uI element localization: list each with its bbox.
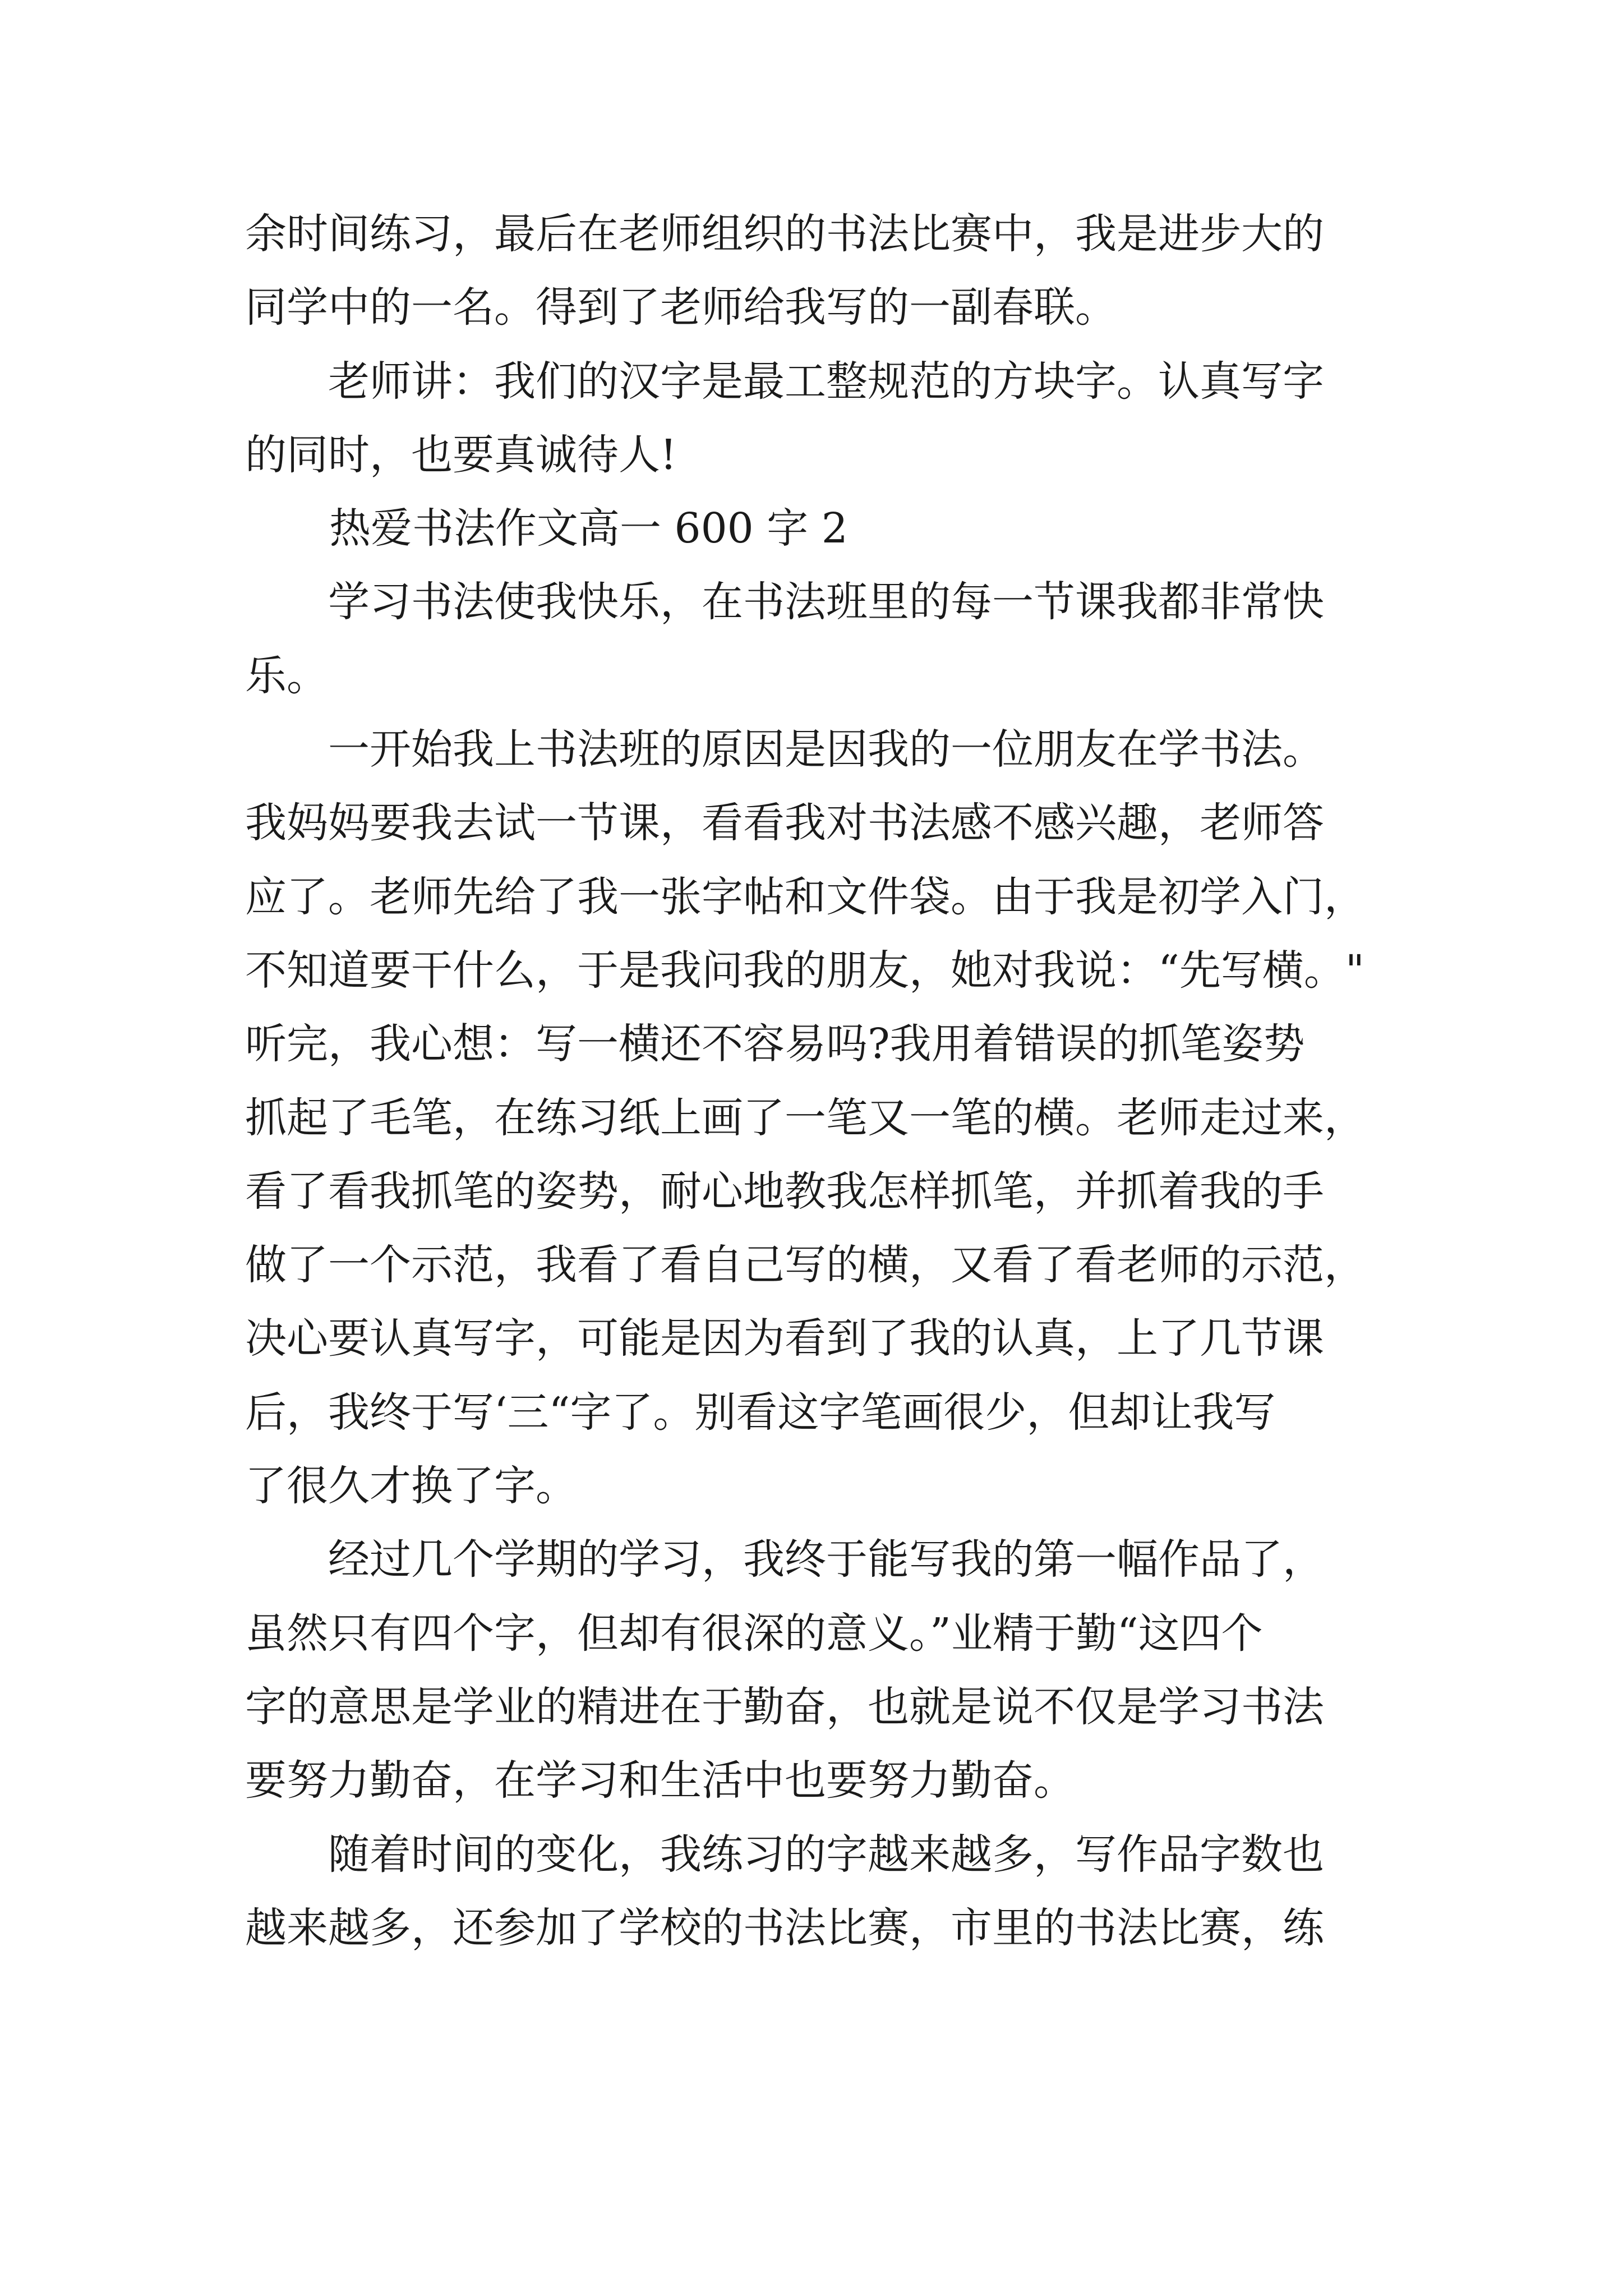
text-line: 应了。老师先给了我一张字帖和文件袋。由于我是初学入门， [245, 872, 1366, 921]
text-line: 了很久才换了字。 [245, 1462, 577, 1511]
text-line: 字的意思是学业的精进在于勤奋，也就是说不仅是学习书法 [245, 1682, 1324, 1731]
text-line: 听完，我心想：写一横还不容易吗?我用着错误的抓笔姿势 [245, 1020, 1305, 1069]
text-line: 的同时，也要真诚待人! [245, 430, 677, 479]
text-line: 决心要认真写字，可能是因为看到了我的认真，上了几节课 [245, 1314, 1324, 1363]
document-body [245, 197, 1389, 1965]
text-line: 看了看我抓笔的姿势，耐心地教我怎样抓笔，并抓着我的手 [245, 1167, 1324, 1216]
text-line: 要努力勤奋，在学习和生活中也要努力勤奋。 [245, 1756, 1075, 1805]
text-line: 余时间练习，最后在老师组织的书法比赛中，我是进步大的 [245, 210, 1324, 258]
paragraph-start-line: 随着时间的变化，我练习的字越来越多，写作品字数也 [328, 1830, 1324, 1879]
section-heading: 热爱书法作文高一 600 字 2 [329, 504, 848, 553]
paragraph-start-line: 老师讲：我们的汉字是最工整规范的方块字。认真写字 [328, 357, 1324, 406]
text-line: 我妈妈要我去试一节课，看看我对书法感不感兴趣，老师答 [245, 799, 1324, 848]
text-line: 越来越多，还参加了学校的书法比赛，市里的书法比赛，练 [245, 1903, 1324, 1952]
text-line: 不知道要干什么，于是我问我的朋友，她对我说：“先写横。" [245, 946, 1364, 995]
text-line: 同学中的一名。得到了老师给我写的一副春联。 [245, 283, 1117, 332]
text-line: 虽然只有四个字，但却有很深的意义。”业精于勤“这四个 [245, 1609, 1263, 1658]
text-line: 抓起了毛笔，在练习纸上画了一笔又一笔的横。老师走过来， [245, 1093, 1366, 1142]
paragraph-start-line: 一开始我上书法班的原因是因我的一位朋友在学书法。 [328, 725, 1324, 774]
paragraph-start-line: 经过几个学期的学习，我终于能写我的第一幅作品了， [328, 1535, 1324, 1584]
paragraph-start-line: 学习书法使我快乐，在书法班里的每一节课我都非常快 [328, 578, 1324, 627]
text-line: 后，我终于写‘三“字了。别看这字笔画很少，但却让我写 [245, 1388, 1276, 1437]
text-line: 做了一个示范，我看了看自己写的横，又看了看老师的示范， [245, 1241, 1366, 1290]
text-line: 乐。 [245, 651, 328, 700]
